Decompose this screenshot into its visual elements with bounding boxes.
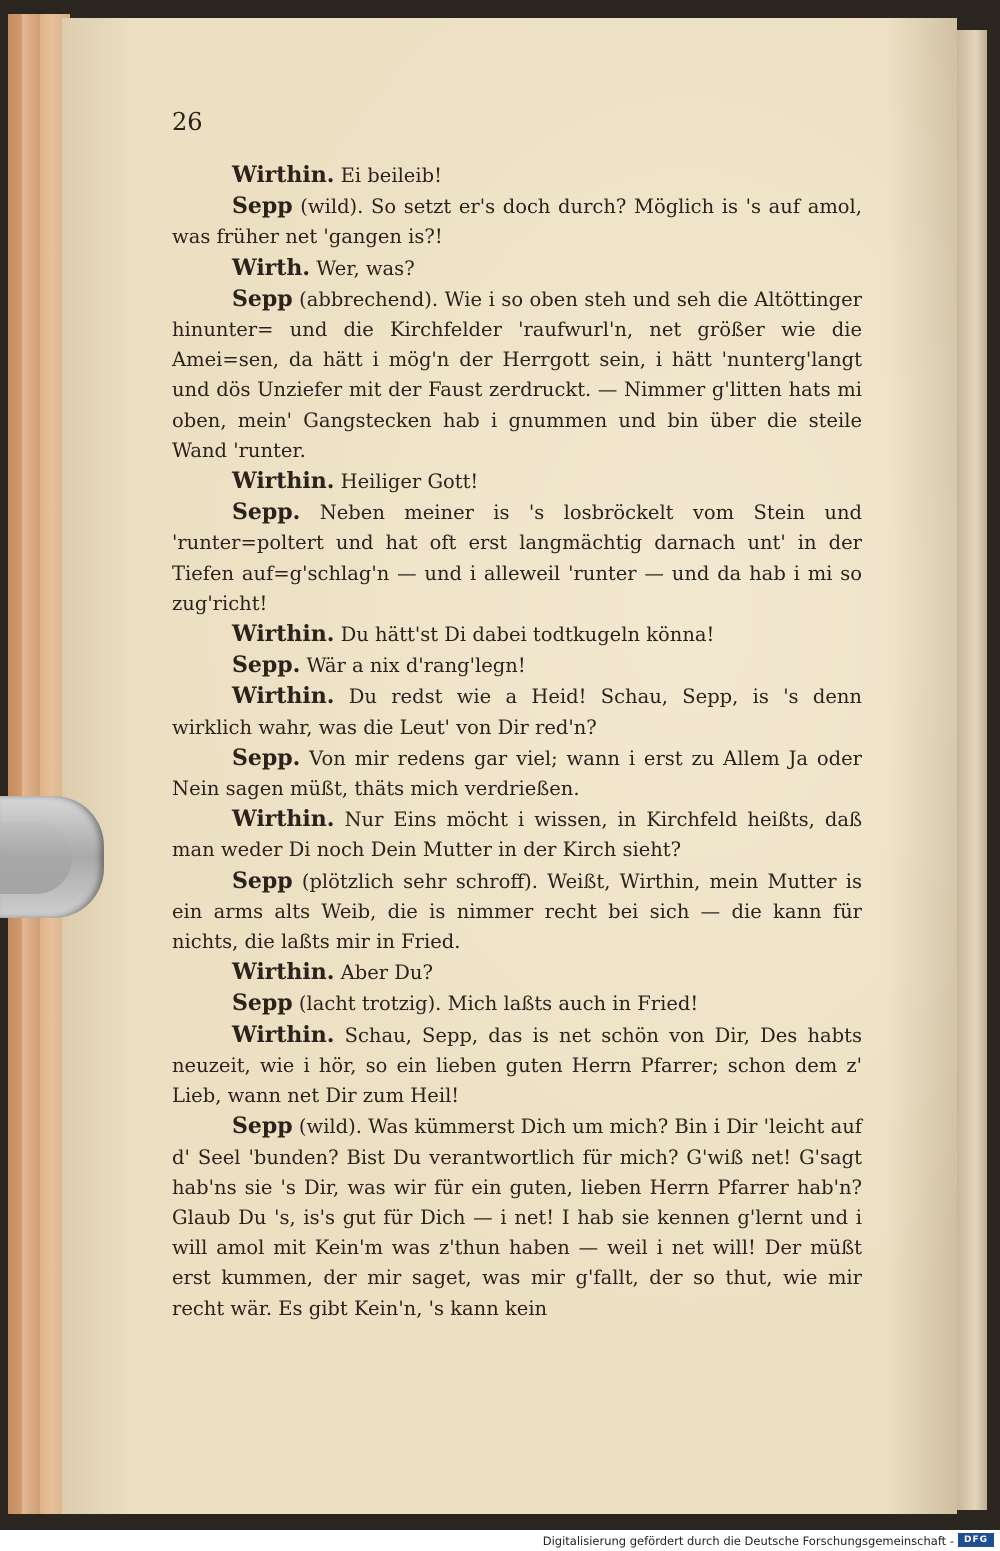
digitization-footer [0, 1530, 1000, 1551]
dialogue-text: Ei beileib! [340, 164, 442, 187]
speaker-name: Wirthin. [232, 806, 335, 833]
speaker-name: Sepp [232, 193, 293, 220]
dialogue-text: (abbrechend). Wie i so oben steh und seh die Altöttinger hinunter= und die Kirchfelder 'raufwurl'n, net größer wie die Amei=sen, da hätt i mög'n der Herrgott sein, i hätt 'nunterg'langt und dös Unziefer mit der Faust zerdruckt. — Nimmer g'litten hats mi oben, mein' Gangstecken hab i gnummen und bin über die steile Wand 'runter. [172, 287, 862, 462]
dialogue-paragraph [172, 253, 862, 284]
dialogue-paragraph [172, 619, 862, 650]
speaker-name: Sepp [232, 867, 293, 894]
speaker-name: Wirth. [232, 254, 311, 281]
book-cover-edge [22, 14, 40, 1514]
speaker-name: Wirthin. [232, 621, 335, 648]
speaker-name: Wirthin. [232, 959, 335, 986]
funding-notice: Digitalisierung gefördert durch die Deutsche Forschungsgemeinschaft - [542, 1534, 954, 1548]
next-page-edge [957, 30, 987, 1510]
dialogue-paragraph [172, 1020, 862, 1112]
dialogue-paragraph [172, 650, 862, 681]
dialogue-paragraph [172, 681, 862, 742]
dialogue-text: Aber Du? [340, 961, 433, 985]
dialogue-paragraph [172, 160, 862, 191]
speaker-name: Wirthin. [232, 468, 335, 495]
dialogue-paragraph [172, 191, 862, 252]
dialogue-paragraph [172, 284, 862, 466]
page-number: 26 [172, 108, 203, 136]
dialogue-text: Nur Eins möcht i wissen, in Kirchfeld heißts, daß man weder Di noch Dein Mutter in der Kirch sieht? [172, 808, 862, 862]
dialogue-paragraph [172, 866, 862, 958]
dialogue-paragraph [172, 466, 862, 497]
dialogue-paragraph [172, 743, 862, 804]
page-text [172, 160, 862, 1324]
dialogue-text: Von mir redens gar viel; wann i erst zu Allem Ja oder Nein sagen müßt, thäts mich verdrießen. [172, 746, 863, 801]
speaker-name: Wirthin. [232, 683, 335, 710]
dialogue-text: Wer, was? [316, 256, 415, 280]
dialogue-text: Neben meiner is 's losbröckelt vom Stein und 'runter=poltert und hat oft erst langmächtig darnach unt' in der Tiefen auf=g'schlag'n — und i alleweil 'runter — und da hab i mi so zug'richt! [172, 501, 862, 615]
speaker-name: Wirthin. [232, 1021, 335, 1048]
dialogue-text: Schau, Sepp, das is net schön von Dir, Des habts neuzeit, wie i hör, so ein lieben guten Herrn Pfarrer; schon dem z' Lieb, wann net Dir zum Heil! [172, 1023, 863, 1108]
dialogue-text: (lacht trotzig). Mich laßts auch in Fried! [298, 992, 699, 1016]
dialogue-paragraph [172, 988, 862, 1019]
page-clip-highlight [0, 822, 72, 894]
speaker-name: Wirthin. [232, 162, 335, 188]
speaker-name: Sepp. [232, 652, 301, 679]
speaker-name: Sepp [232, 285, 293, 312]
dialogue-paragraph [172, 497, 862, 619]
dialogue-text: (wild). So setzt er's doch durch? Möglich is 's auf amol, was früher net 'gangen is?! [172, 195, 862, 249]
speaker-name: Sepp. [232, 499, 301, 526]
dialogue-text: Heiliger Gott! [340, 470, 479, 494]
dialogue-text: Du hätt'st Di dabei todtkugeln könna! [340, 623, 715, 647]
dialogue-text: (plötzlich sehr schroff). Weißt, Wirthin, mein Mutter is ein arms alts Weib, die is nimmer recht bei sich — die kann für nichts, die laßts mir in Fried. [172, 869, 862, 954]
dialogue-text: Du redst wie a Heid! Schau, Sepp, is 's denn wirklich wahr, was die Leut' von Dir red'n? [172, 685, 862, 739]
dialogue-paragraph [172, 957, 862, 988]
dialogue-paragraph [172, 1111, 862, 1323]
speaker-name: Sepp [232, 1113, 293, 1140]
dialogue-paragraph [172, 804, 862, 865]
speaker-name: Sepp [232, 990, 293, 1017]
dialogue-text: Wär a nix d'rang'legn! [306, 654, 526, 678]
speaker-name: Sepp. [232, 744, 301, 771]
dfg-logo: DFG [958, 1533, 994, 1547]
dialogue-text: (wild). Was kümmerst Dich um mich? Bin i Dir 'leicht auf d' Seel 'bunden? Bist Du verantwortlich für mich? G'wiß net! G'sagt hab'ns sie 's Dir, was wir für ein guten, lieben Herrn Pfarrer hab'n? Glaub Du 's, is's gut für Dich — i net! I hab sie kennen g'lernt und i will amol mit Kein'm was z'thun haben — weil i net will! Der müßt erst kummen, der mir saget, was mir g'fallt, der so thut, wie mir recht wär. Es gibt Kein'n, 's kann kein [172, 1115, 862, 1320]
